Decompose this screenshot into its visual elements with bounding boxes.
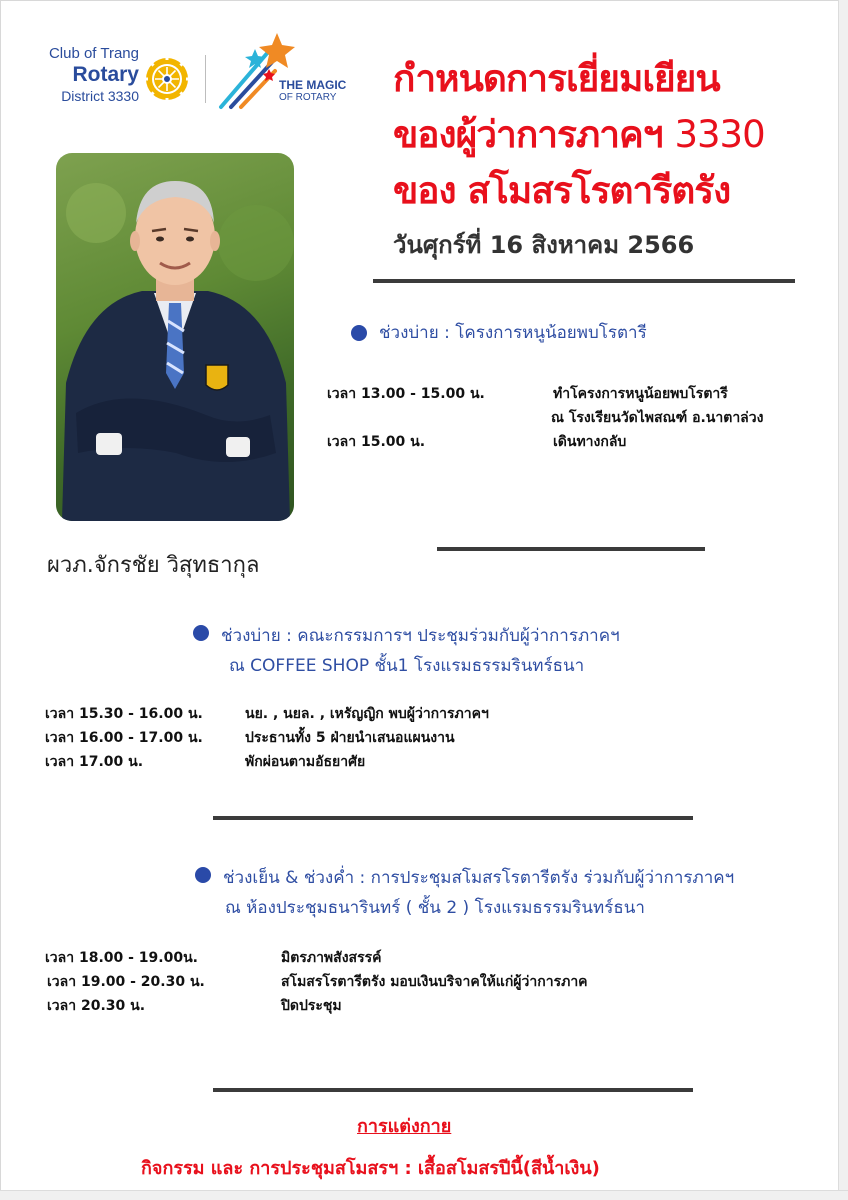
title-line2-prefix: ของผู้ว่าการภาคฯ [393, 113, 675, 156]
bullet-icon [351, 325, 367, 341]
section2-time-2: เวลา 16.00 - 17.00 น. [45, 730, 203, 746]
club-line2: Rotary [72, 63, 139, 86]
magic-of-rotary-logo [217, 31, 357, 111]
section2-time-3: เวลา 17.00 น. [45, 754, 144, 770]
dress-code-heading: การแต่งกาย [357, 1116, 452, 1137]
dress-code-text: กิจกรรม และ การประชุมสโมสรฯ : เสื้อสโมสรปีนี้(สีน้ำเงิน) [141, 1158, 600, 1179]
divider-line [213, 1088, 693, 1092]
section3-detail-3: ปิดประชุม [281, 998, 342, 1014]
section1-detail-2: ณ โรงเรียนวัดไพสณฑ์ อ.นาตาล่วง [551, 410, 764, 426]
section3-heading-line2: ณ ห้องประชุมธนารินทร์ ( ชั้น 2 ) โรงแรมธรรมรินทร์ธนา [225, 898, 645, 918]
divider-line [437, 547, 705, 551]
club-line3: District 3330 [61, 88, 139, 104]
section3-heading-line1: ช่วงเย็น & ช่วงค่ำ : การประชุมสโมสรโรตารีตรัง ร่วมกับผู้ว่าการภาคฯ [223, 868, 735, 888]
governor-photo [56, 153, 294, 521]
logo-divider [205, 55, 206, 103]
section3-time-3: เวลา 20.30 น. [47, 998, 146, 1014]
divider-line [373, 279, 795, 283]
magic-line2: OF ROTARY [279, 92, 337, 103]
section1-time-1: เวลา 13.00 - 15.00 น. [327, 386, 485, 402]
section3-time-2: เวลา 19.00 - 20.30 น. [47, 974, 205, 990]
section2-time-1: เวลา 15.30 - 16.00 น. [45, 706, 203, 722]
section2-heading-line2: ณ COFFEE SHOP ชั้น1 โรงแรมธรรมรินทร์ธนา [229, 656, 585, 676]
portrait-illustration [56, 153, 294, 521]
section3-time-1: เวลา 18.00 - 19.00น. [45, 950, 198, 966]
section1-detail-1: ทำโครงการหนูน้อยพบโรตารี [553, 386, 728, 402]
club-name [37, 45, 139, 105]
title-line2 [393, 107, 823, 163]
section2-heading-line1: ช่วงบ่าย : คณะกรรมการฯ ประชุมร่วมกับผู้ว่าการภาคฯ [221, 626, 620, 646]
page-title [393, 51, 823, 219]
section2-detail-1: นย. , นยล. , เหรัญญิก พบผู้ว่าการภาคฯ [245, 706, 489, 722]
section1-time-3: เวลา 15.00 น. [327, 434, 426, 450]
title-line1: กำหนดการเยี่ยมเยียน [393, 57, 720, 100]
section1-heading: ช่วงบ่าย : โครงการหนูน้อยพบโรตารี [379, 323, 647, 343]
bullet-icon [195, 867, 211, 883]
rotary-club-logo [37, 45, 197, 115]
section3-detail-2: สโมสรโรตารีตรัง มอบเงินบริจาคให้แก่ผู้ว่าการภาค [281, 974, 588, 990]
club-line1: Club of Trang [48, 45, 139, 62]
district-number: 3330 [674, 113, 765, 156]
rotary-wheel-icon [143, 55, 191, 103]
horizontal-scrollbar[interactable] [0, 1190, 848, 1200]
title-line3: ของ สโมสรโรตารีตรัง [393, 169, 731, 212]
governor-name: ผวภ.จักรชัย วิสุทธากุล [47, 553, 260, 578]
section2-detail-3: พักผ่อนตามอัธยาศัย [245, 754, 366, 770]
section1-detail-3: เดินทางกลับ [553, 434, 627, 450]
visit-date: วันศุกร์ที่ 16 สิงหาคม 2566 [393, 231, 695, 259]
magic-line1: THE MAGIC [279, 78, 347, 92]
bullet-icon [193, 625, 209, 641]
vertical-scrollbar[interactable] [838, 0, 848, 1200]
section3-detail-1: มิตรภาพสังสรรค์ [281, 950, 382, 966]
divider-line [213, 816, 693, 820]
section2-detail-2: ประธานทั้ง 5 ฝ่ายนำเสนอแผนงาน [245, 730, 455, 746]
magic-text [279, 79, 346, 104]
